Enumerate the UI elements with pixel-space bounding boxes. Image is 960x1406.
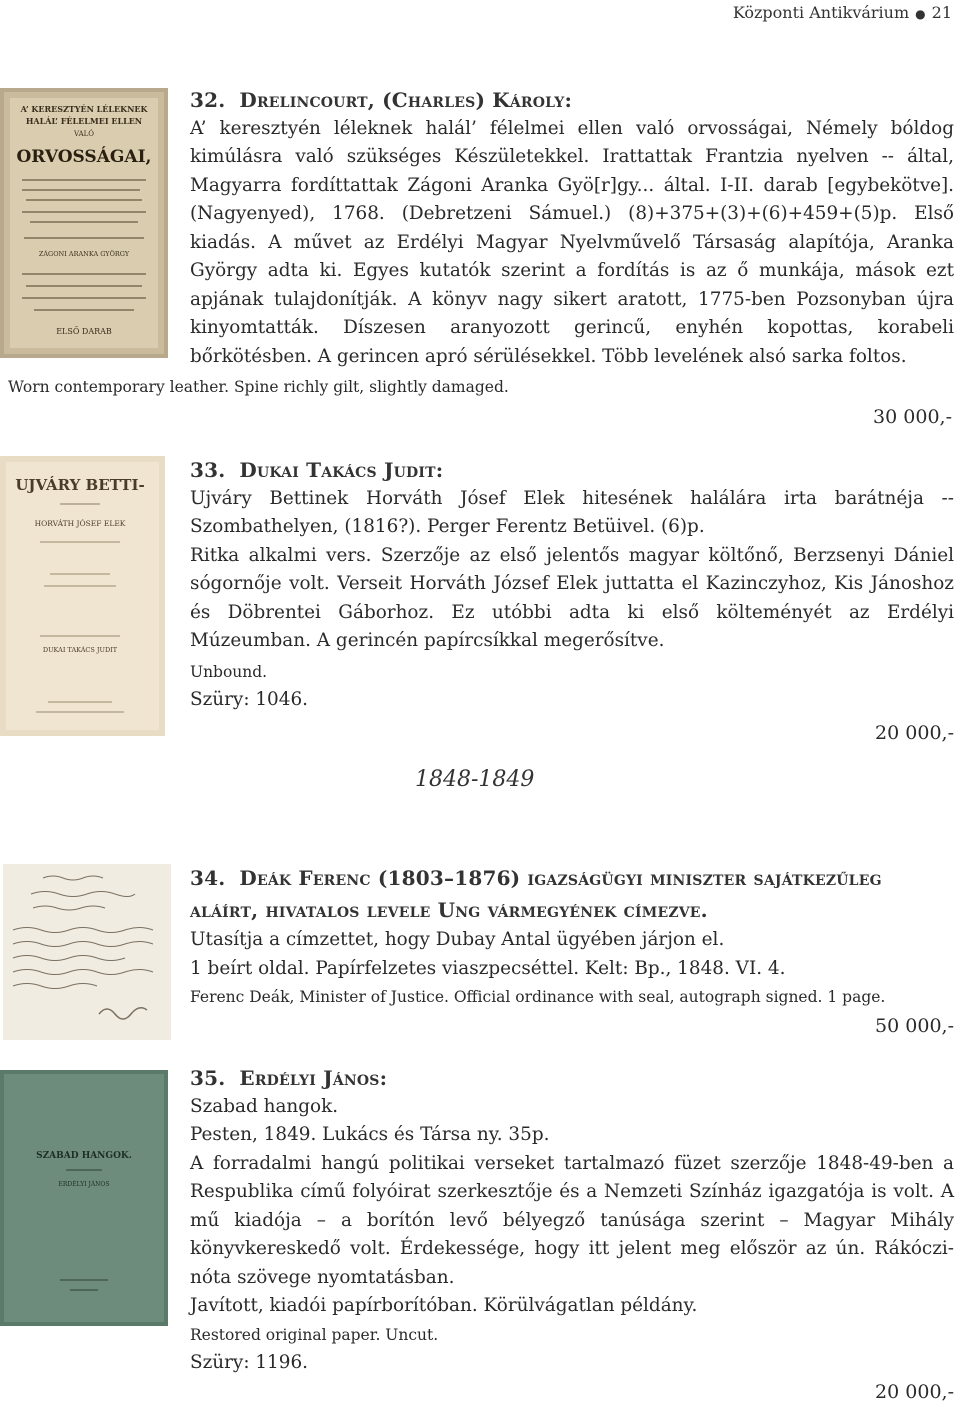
entry-title-line: Szabad hangok. [190, 1095, 339, 1117]
publisher-name: Központi Antikvárium [732, 3, 910, 22]
thumb-32-line-3: VALÓ [73, 130, 95, 138]
book-cover-image-35 [0, 1070, 168, 1326]
entry-reference: Szüry: 1196. [190, 1352, 309, 1373]
entry-condition: Javított, kiadói papírborítóban. Körülvágatlan példány. [190, 1295, 698, 1316]
entry-number: 32. [190, 88, 226, 112]
entry-32-price: 30 000,- [873, 406, 952, 428]
entry-price: 20 000,- [875, 1380, 954, 1403]
entry-33 [190, 456, 954, 747]
entry-title [190, 456, 954, 485]
book-cover-image-32 [0, 88, 168, 358]
entry-number: 34. [190, 866, 226, 890]
entry-bibliographic-line: Ujváry Bettinek Horváth Jósef Elek hitesének halálára irta barátnéja -- Szombathelyen, (1816?). Perger Ferentz Betüivel. (6)p. [190, 487, 954, 537]
entry-author: Erdélyi János: [239, 1066, 388, 1090]
thumb-32-line-5: ZÁGONI ARANKA GYÖRGY [38, 250, 130, 258]
thumb-32-line-4: ORVOSSÁGAI, [16, 147, 152, 167]
entry-price: 20 000,- [875, 721, 954, 744]
page-header [733, 3, 952, 22]
entry-price: 50 000,- [875, 1014, 954, 1037]
entry-description-line-1: Utasítja a címzettet, hogy Dubay Antal ügyében járjon el. [190, 929, 725, 950]
page-number: 21 [931, 3, 952, 22]
entry-reference: Szüry: 1046. [190, 689, 309, 710]
entry-description: A’ keresztyén léleknek halál’ félelmei ellen való orvosságai, Némely bóldog kimúlásra való szükséges Készületekkel. Irattattak Frantzia nyelven -- által, Magyarra fordíttattak Zágoni Aranka Gyö[r]gy... által. I-II. darab [egybekötve]. (Nagyenyed), 1768. (Debretzeni Sámuel.) (8)+375+(3)+(6)+459+(5)p. Első kiadás. A művet az Erdélyi Magyar Nyelvművelő Társaság alapítója, Aranka György adta ki. Egyes kutatók szerint a fordítás is az ő munkája, mások ezt apjának tulajdonítják. A könyv nagy sikert aratott, 1775-ben Pozsonyban újra kinyomtatták. Díszesen aranyozott gerincű, enyhén kopottas, korabeli bőrkötésben. A gerincen apró sérülésekkel. Több levelének alsó sarka foltos. [190, 117, 954, 367]
thumb-33-line-1: UJVÁRY BETTI- [15, 476, 145, 494]
entry-title [190, 86, 954, 115]
entry-title [190, 1064, 954, 1093]
thumb-33-line-2: HORVÁTH JÓSEF ELEK [34, 519, 126, 528]
book-cover-image-33 [0, 456, 165, 736]
entry-imprint-line: Pesten, 1849. Lukács és Társa ny. 35p. [190, 1124, 550, 1145]
letter-image-34 [3, 864, 171, 1040]
bullet-separator: ● [915, 7, 926, 21]
entry-35 [190, 1064, 954, 1406]
entry-32-english: Worn contemporary leather. Spine richly gilt, slightly damaged. [8, 378, 509, 396]
thumb-32-line-1: A’ KERESZTYÉN LÉLEKNEK [20, 104, 148, 114]
entry-author: Deák Ferenc (1803–1876) igazságügyi miniszter sajátkezűleg aláírt, hivatalos levele Ung vármegyének címezve. [190, 866, 882, 922]
entry-description-line-2: 1 beírt oldal. Papírfelzetes viaszpecséttel. Kelt: Bp., 1848. VI. 4. [190, 957, 786, 979]
section-heading: 1848-1849 [415, 767, 535, 792]
entry-english-note: Ferenc Deák, Minister of Justice. Official ordinance with seal, autograph signed. 1 page. [190, 988, 886, 1006]
thumb-33-line-3: DUKAI TAKÁCS JUDIT [42, 646, 118, 654]
entry-title [190, 862, 954, 926]
entry-34 [190, 862, 954, 1040]
entry-description: Ritka alkalmi vers. Szerzője az első jelentős magyar költőnő, Berzsenyi Dániel sógornője volt. Verseit Horváth József Elek juttatta el Kazinczyhoz, Kis Jánoshoz és Döbrentei Gáborhoz. Ez utóbbi adta ki első költeményét az Erdélyi Múzeumban. A gerincén papírcsíkkal megerősítve. [190, 544, 954, 651]
entry-32 [190, 86, 954, 371]
entry-description: A forradalmi hangú politikai verseket tartalmazó füzet szerzője 1848-49-ben a Respublika című folyóirat szerkesztője és a Nemzeti Színház igazgatója is volt. A mű kiadója – a borítón levő bélyegző tanúsága szerint – Magyar Mihály könyvkereskedő volt. Érdekessége, hogy itt jelent meg először az ún. Rákóczi-nóta szövege nyomtatásban. [190, 1152, 954, 1288]
entry-number: 33. [190, 458, 226, 482]
thumb-35-line-1: SZABAD HANGOK. [36, 1151, 132, 1161]
entry-english-note: Unbound. [190, 662, 268, 681]
entry-author: Dukai Takács Judit: [239, 458, 444, 482]
thumb-32-line-6: ELSŐ DARAB [56, 327, 112, 336]
thumb-32-line-2: HALÁL’ FÉLELMEI ELLEN [25, 116, 143, 126]
entry-number: 35. [190, 1066, 226, 1090]
thumb-35-line-2: ERDÉLYI JÁNOS [58, 1181, 110, 1188]
entry-english-note: Restored original paper. Uncut. [190, 1325, 439, 1344]
entry-author: Drelincourt, (Charles) Károly: [239, 88, 573, 112]
